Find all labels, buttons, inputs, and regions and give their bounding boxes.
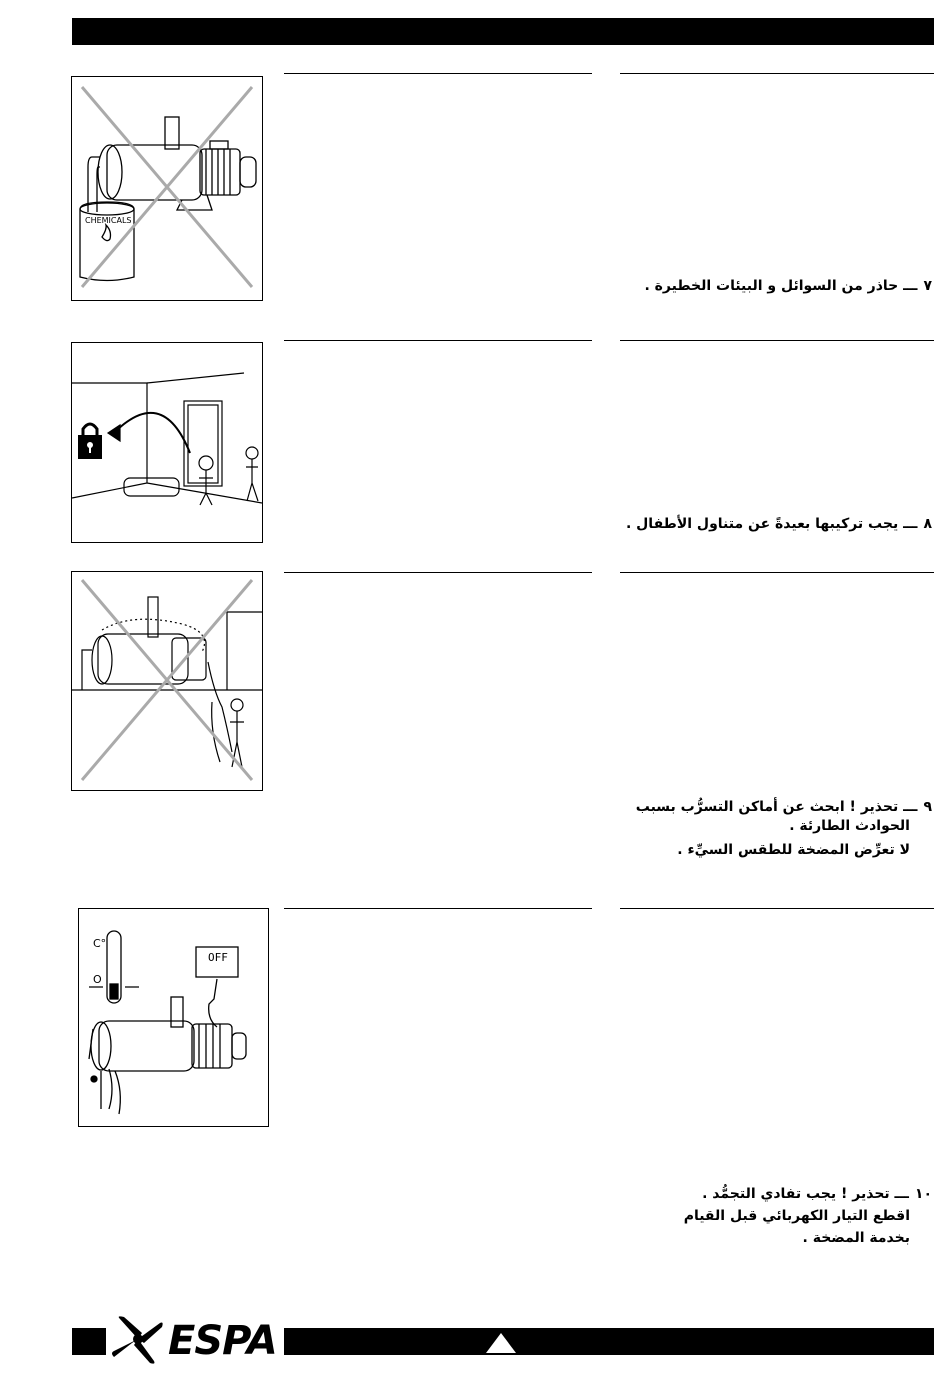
section-8-text [626,515,932,534]
figure-chemicals [71,76,263,301]
column-rule [284,908,592,909]
room-children-illustration [72,343,262,542]
section-9-line-2: الحوادث الطارئة . [789,818,910,834]
section-10-text [684,1185,932,1248]
figure-frost [78,908,269,1127]
section-7-number: ٧ [923,278,932,294]
footer-bar-right [284,1328,934,1355]
thermometer-top-label: C° [93,937,107,950]
warning-triangle-icon [486,1333,516,1353]
section-9-line-1: ـــ تحذير ! ابحث عن أماكن التسرُّب بسبب [635,799,918,815]
section-10-number: ١٠ [914,1186,932,1202]
column-rule [620,908,934,909]
figure-leak [71,571,263,791]
header-bar [72,18,934,45]
section-7-line-1: ـــ حاذر من السوائل و البيئات الخطيرة . [644,278,918,294]
column-rule [620,73,934,74]
section-10-line-1: ـــ تحذير ! يجب تفادي التجمُّد . [702,1186,909,1202]
espa-logo-icon [110,1313,166,1365]
column-rule [284,340,592,341]
canister-label: CHEMICALS [85,216,132,225]
section-10-line-2: اقطع التيار الكهربائي قبل القيام [683,1208,910,1224]
section-10-line-3: بخدمة المضخة . [802,1230,910,1246]
section-9-line-3: لا تعرِّض المضخة للطقس السيِّء . [677,842,910,858]
section-9-number: ٩ [923,799,932,815]
section-9-text [636,798,932,860]
pump-leak-illustration [72,572,262,790]
column-rule [284,73,592,74]
column-rule [284,572,592,573]
section-8-number: ٨ [923,516,932,532]
section-7-text [644,277,932,296]
pump-chemicals-illustration [72,77,262,300]
figure-child-safety [71,342,263,543]
espa-logo-text: ESPA [168,1318,277,1364]
column-rule [620,340,934,341]
switch-off-label: OFF [208,951,228,964]
thermometer-zero-label: O [93,973,102,986]
section-8-line-1: ـــ يجب تركيبها بعيدةً عن متناول الأطفال . [625,516,918,532]
pump-frost-illustration [79,909,268,1126]
column-rule [620,572,934,573]
padlock-icon [78,424,102,459]
footer-bar-left [72,1328,106,1355]
